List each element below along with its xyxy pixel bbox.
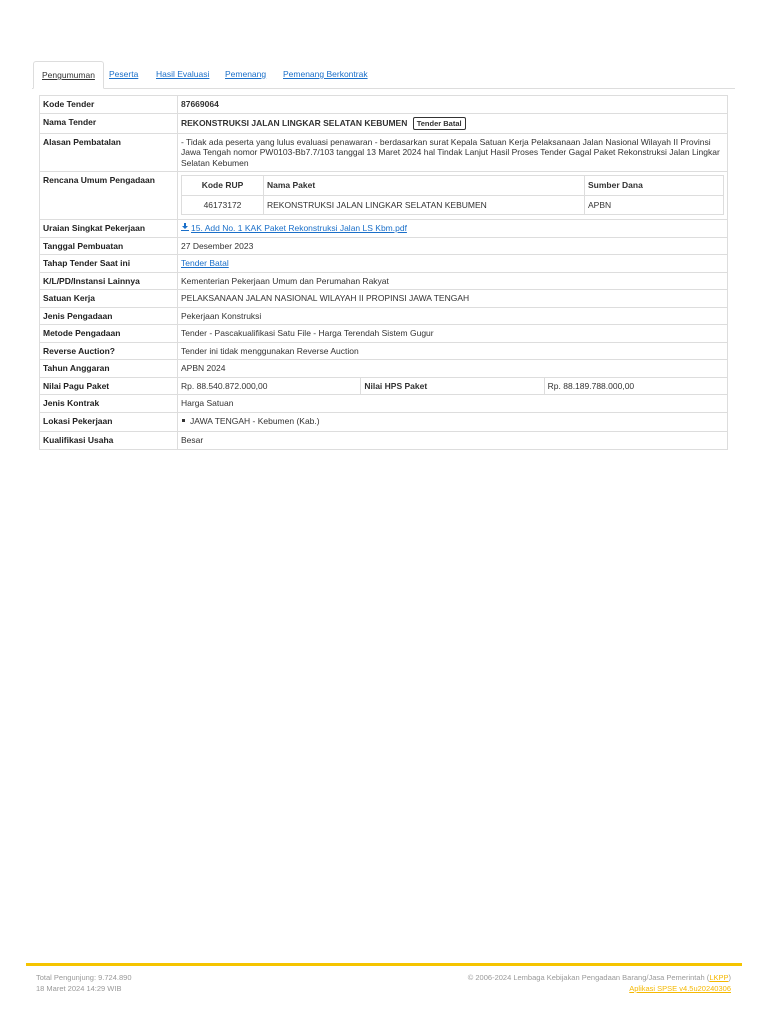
footer-right: [468, 972, 731, 994]
label-kode-tender: Kode Tender: [40, 96, 178, 114]
footer-divider: [26, 963, 742, 966]
value-kode-tender: 87669064: [178, 96, 728, 114]
tahap-link[interactable]: Tender Batal: [181, 258, 229, 268]
row-metode: [40, 325, 728, 343]
table-row: [182, 195, 724, 215]
value-kontrak: Harga Satuan: [178, 395, 728, 413]
rup-sumber: APBN: [585, 195, 724, 215]
row-tanggal: [40, 237, 728, 255]
value-reverse: Tender ini tidak menggunakan Reverse Auction: [178, 342, 728, 360]
tab-pemenang-berkontrak[interactable]: Pemenang Berkontrak: [283, 69, 368, 79]
label-tahun: Tahun Anggaran: [40, 360, 178, 378]
label-rencana: Rencana Umum Pengadaan: [40, 172, 178, 220]
value-lokasi: JAWA TENGAH - Kebumen (Kab.): [190, 415, 320, 426]
footer-left: [36, 972, 132, 994]
tab-bar: [32, 61, 735, 89]
rup-table: [181, 175, 724, 215]
download-icon: [181, 223, 189, 231]
copyright-suffix: ): [728, 973, 731, 982]
value-pagu: Rp. 88.540.872.000,00: [178, 377, 361, 395]
label-klpd: K/L/PD/Instansi Lainnya: [40, 272, 178, 290]
value-tahun: APBN 2024: [178, 360, 728, 378]
row-uraian: [40, 220, 728, 238]
cell-rencana: [178, 172, 728, 220]
label-metode: Metode Pengadaan: [40, 325, 178, 343]
download-document-link[interactable]: [181, 223, 407, 233]
rup-header-nama: Nama Paket: [264, 176, 585, 196]
row-nama-tender: [40, 113, 728, 133]
row-pagu: [40, 377, 728, 395]
rup-header-sumber: Sumber Dana: [585, 176, 724, 196]
tab-peserta[interactable]: Peserta: [109, 69, 139, 79]
label-pagu: Nilai Pagu Paket: [40, 377, 178, 395]
footer-datetime: 18 Maret 2024 14:29 WIB: [36, 984, 122, 993]
label-reverse: Reverse Auction?: [40, 342, 178, 360]
rup-kode: 46173172: [182, 195, 264, 215]
label-jenis-pengadaan: Jenis Pengadaan: [40, 307, 178, 325]
tab-pengumuman[interactable]: Pengumuman: [33, 61, 104, 89]
label-kontrak: Jenis Kontrak: [40, 395, 178, 413]
status-badge: Tender Batal: [413, 117, 466, 130]
app-version-link[interactable]: Aplikasi SPSE v4.5u20240306: [629, 984, 731, 993]
row-rencana: [40, 172, 728, 220]
label-hps: Nilai HPS Paket: [361, 377, 544, 395]
row-jenis-pengadaan: [40, 307, 728, 325]
label-lokasi: Lokasi Pekerjaan: [40, 412, 178, 432]
label-alasan: Alasan Pembatalan: [40, 133, 178, 172]
tab-pemenang[interactable]: Pemenang: [225, 69, 267, 79]
value-tanggal: 27 Desember 2023: [178, 237, 728, 255]
label-uraian: Uraian Singkat Pekerjaan: [40, 220, 178, 238]
row-reverse: [40, 342, 728, 360]
copyright-text: © 2006-2024 Lembaga Kebijakan Pengadaan Barang/Jasa Pemerintah (: [467, 973, 710, 982]
value-nama-tender: REKONSTRUKSI JALAN LINGKAR SELATAN KEBUMEN: [181, 117, 408, 128]
row-lokasi: [40, 412, 728, 432]
value-kualifikasi: Besar: [178, 432, 728, 450]
label-tanggal: Tanggal Pembuatan: [40, 237, 178, 255]
visitor-count: Total Pengunjung: 9.724.890: [36, 973, 132, 982]
label-satker: Satuan Kerja: [40, 290, 178, 308]
value-metode: Tender - Pascakualifikasi Satu File - Harga Terendah Sistem Gugur: [178, 325, 728, 343]
label-kualifikasi: Kualifikasi Usaha: [40, 432, 178, 450]
value-klpd: Kementerian Pekerjaan Umum dan Perumahan Rakyat: [178, 272, 728, 290]
row-alasan: [40, 133, 728, 172]
bullet-icon: [182, 419, 185, 422]
document-filename: 15. Add No. 1 KAK Paket Rekonstruksi Jalan LS Kbm.pdf: [191, 223, 407, 233]
tender-detail-table: [39, 95, 728, 450]
value-alasan: - Tidak ada peserta yang lulus evaluasi penawaran - berdasarkan surat Kepala Satuan Kerja Pelaksanaan Jalan Nasional Wilayah II Provinsi Jawa Tengah nomor PW0103-Bb7.7/103 tanggal 13 Maret 2024 hal Tindak Lanjut Hasil Proses Tender Gagal Paket Rekonstruksi Jalan Lingkar Selatan Kebumen: [178, 133, 728, 172]
value-hps: Rp. 88.189.788.000,00: [544, 377, 727, 395]
rup-header-kode: Kode RUP: [182, 176, 264, 196]
cell-tahap: [178, 255, 728, 273]
cell-lokasi: [178, 412, 728, 432]
copyright: [468, 972, 731, 983]
lkpp-link[interactable]: LKPP: [709, 973, 729, 982]
value-satker: PELAKSANAAN JALAN NASIONAL WILAYAH II PROPINSI JAWA TENGAH: [178, 290, 728, 308]
cell-uraian: [178, 220, 728, 238]
row-kode-tender: [40, 96, 728, 114]
rup-nama: REKONSTRUKSI JALAN LINGKAR SELATAN KEBUMEN: [264, 195, 585, 215]
label-nama-tender: Nama Tender: [40, 113, 178, 133]
label-tahap: Tahap Tender Saat ini: [40, 255, 178, 273]
row-klpd: [40, 272, 728, 290]
row-kualifikasi: [40, 432, 728, 450]
cell-nama-tender: [178, 113, 728, 133]
row-tahap: [40, 255, 728, 273]
tab-hasil-evaluasi[interactable]: Hasil Evaluasi: [156, 69, 210, 79]
row-satker: [40, 290, 728, 308]
value-jenis-pengadaan: Pekerjaan Konstruksi: [178, 307, 728, 325]
row-kontrak: [40, 395, 728, 413]
row-tahun: [40, 360, 728, 378]
